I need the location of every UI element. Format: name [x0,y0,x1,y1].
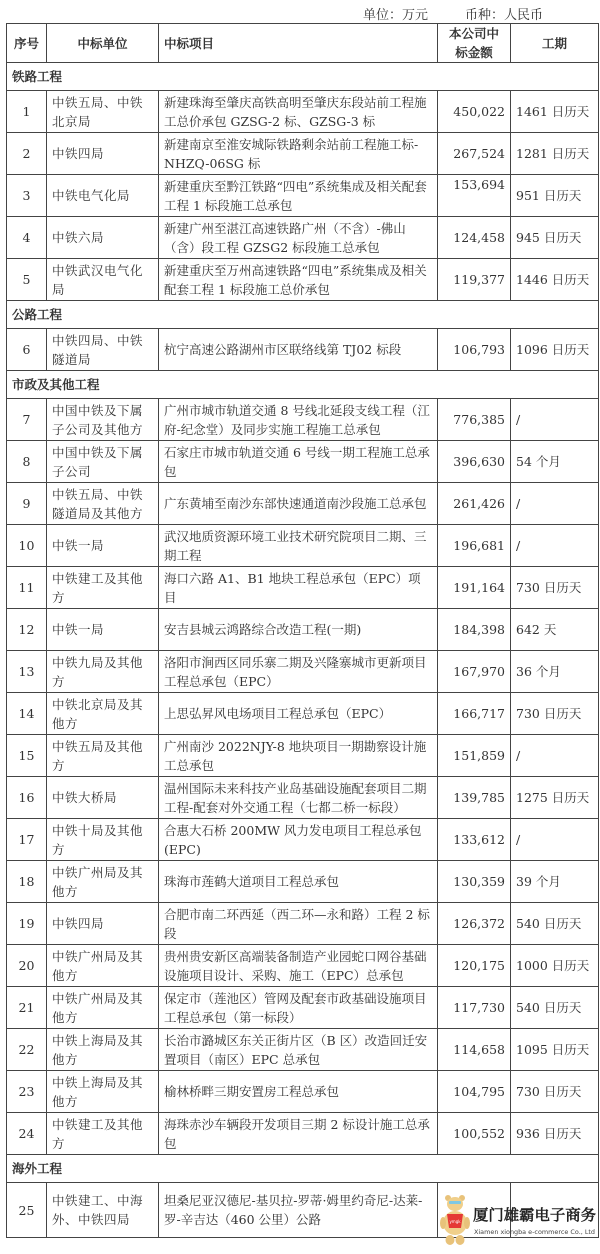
cell-period: 730 日历天 [511,567,599,609]
cell-amount: 106,793 [438,329,511,371]
table-row [7,399,599,441]
cell-project: 上思弘昇风电场项目工程总承包（EPC） [159,693,438,735]
cell-no: 2 [7,133,47,175]
cell-period: / [511,483,599,525]
watermark-company-cn: 厦门雄霸电子商务 [473,1206,596,1224]
cell-winner: 中铁广州局及其他方 [47,861,159,903]
cell-no: 7 [7,399,47,441]
bid-table [6,23,599,1238]
cell-amount: 450,022 [438,91,511,133]
cell-winner: 中铁北京局及其他方 [47,693,159,735]
cell-project: 珠海市莲鹤大道项目工程总承包 [159,861,438,903]
bear-mascot-icon [440,1195,470,1245]
cell-period: / [511,399,599,441]
cell-amount: 117,730 [438,987,511,1029]
cell-period: 642 天 [511,609,599,651]
cell-no: 18 [7,861,47,903]
cell-project: 石家庄市城市轨道交通 6 号线一期工程施工总承包 [159,441,438,483]
cell-period: 936 日历天 [511,1113,599,1155]
cell-period: 1096 日历天 [511,329,599,371]
header-no: 序号 [7,24,47,63]
cell-no: 5 [7,259,47,301]
table-row [7,903,599,945]
table-row [7,441,599,483]
cell-no: 13 [7,651,47,693]
cell-period: 1461 日历天 [511,91,599,133]
header-period: 工期 [511,24,599,63]
cell-amount: 124,458 [438,217,511,259]
cell-project: 新建广州至湛江高速铁路广州（不含）-佛山（含）段工程 GZSG2 标段施工总承包 [159,217,438,259]
cell-winner: 中铁四局 [47,903,159,945]
cell-winner: 中铁九局及其他方 [47,651,159,693]
currency-label: 币种：人民币 [465,8,544,23]
cell-project: 广州南沙 2022NJY-8 地块项目一期勘察设计施工总承包 [159,735,438,777]
table-row [7,777,599,819]
cell-period: 730 日历天 [511,1071,599,1113]
cell-period: 1095 日历天 [511,1029,599,1071]
watermark [440,1192,598,1252]
cell-no: 8 [7,441,47,483]
cell-project: 海口六路 A1、B1 地块工程总承包（EPC）项目 [159,567,438,609]
cell-amount: 139,785 [438,777,511,819]
cell-no: 3 [7,175,47,217]
cell-winner: 中铁五局及其他方 [47,735,159,777]
table-row [7,133,599,175]
table-row [7,329,599,371]
header-amount: 本公司中标金额 [438,24,511,63]
cell-winner: 中铁一局 [47,525,159,567]
cell-amount: 267,524 [438,133,511,175]
cell-amount: 151,859 [438,735,511,777]
cell-project: 长治市潞城区东关正街片区（B 区）改造回迁安置项目（南区）EPC 总承包 [159,1029,438,1071]
cell-winner: 中铁广州局及其他方 [47,945,159,987]
cell-no: 20 [7,945,47,987]
table-row [7,567,599,609]
cell-winner: 中国中铁及下属子公司 [47,441,159,483]
cell-winner: 中铁电气化局 [47,175,159,217]
cell-project: 安吉县城云鸿路综合改造工程(一期) [159,609,438,651]
cell-project: 榆林桥畔三期安置房工程总承包 [159,1071,438,1113]
table-row [7,693,599,735]
cell-period: 1281 日历天 [511,133,599,175]
mascot-shirt-text: ymgk [449,1219,461,1224]
cell-no: 19 [7,903,47,945]
unit-label: 单位：万元 [363,8,429,23]
cell-no: 25 [7,1183,47,1238]
table-row [7,1029,599,1071]
cell-no: 16 [7,777,47,819]
watermark-logo-icon [440,1192,598,1252]
table-row [7,91,599,133]
cell-no: 11 [7,567,47,609]
table-row [7,217,599,259]
cell-project: 合惠大石桥 200MW 风力发电项目工程总承包(EPC) [159,819,438,861]
cell-period: 1446 日历天 [511,259,599,301]
cell-project: 温州国际未来科技产业岛基础设施配套项目二期工程-配套对外交通工程（七都二桥一标段） [159,777,438,819]
cell-period: 36 个月 [511,651,599,693]
cell-winner: 中铁四局、中铁隧道局 [47,329,159,371]
section-title: 海外工程 [7,1155,599,1183]
cell-amount: 184,398 [438,609,511,651]
cell-project: 广州市城市轨道交通 8 号线北延段支线工程（江府-纪念堂）及同步实施工程施工总承包 [159,399,438,441]
cell-no: 24 [7,1113,47,1155]
table-row [7,175,599,217]
cell-amount: 130,359 [438,861,511,903]
section-row [7,63,599,91]
cell-project: 贵州贵安新区高端装备制造产业园蛇口网谷基础设施项目设计、采购、施工（EPC）总承包 [159,945,438,987]
cell-period: 951 日历天 [511,175,599,217]
cell-amount: 196,681 [438,525,511,567]
table-row [7,651,599,693]
cell-no: 17 [7,819,47,861]
cell-project: 合肥市南二环西延（西二环—永和路）工程 2 标段 [159,903,438,945]
section-row [7,301,599,329]
header-winner: 中标单位 [47,24,159,63]
table-row [7,735,599,777]
cell-no: 9 [7,483,47,525]
table-row [7,259,599,301]
cell-amount: 104,795 [438,1071,511,1113]
cell-amount: 133,612 [438,819,511,861]
cell-project: 新建南京至淮安城际铁路剩余站前工程施工标-NHZQ-06SG 标 [159,133,438,175]
cell-project: 新建重庆至黔江铁路“四电”系统集成及相关配套工程 1 标段施工总承包 [159,175,438,217]
cell-winner: 中铁建工、中海外、中铁四局 [47,1183,159,1238]
cell-period: 730 日历天 [511,693,599,735]
cell-period: 945 日历天 [511,217,599,259]
cell-amount: 114,658 [438,1029,511,1071]
cell-winner: 中铁上海局及其他方 [47,1071,159,1113]
cell-project: 杭宁高速公路湖州市区联络线第 TJ02 标段 [159,329,438,371]
cell-winner: 中铁五局、中铁北京局 [47,91,159,133]
table-header [7,24,599,63]
cell-winner: 中铁建工及其他方 [47,567,159,609]
table-row [7,945,599,987]
table-row [7,1071,599,1113]
cell-amount: 100,552 [438,1113,511,1155]
cell-period: 54 个月 [511,441,599,483]
cell-amount: 126,372 [438,903,511,945]
cell-amount: 166,717 [438,693,511,735]
cell-project: 保定市（莲池区）管网及配套市政基础设施项目工程总承包（第一标段） [159,987,438,1029]
cell-no: 15 [7,735,47,777]
cell-winner: 中铁武汉电气化局 [47,259,159,301]
section-row [7,1155,599,1183]
cell-amount: 191,164 [438,567,511,609]
cell-project: 海珠赤沙车辆段开发项目三期 2 标设计施工总承包 [159,1113,438,1155]
cell-amount: 776,385 [438,399,511,441]
watermark-company-en: Xiamen xiongba e-commerce Co., Ltd [474,1228,595,1236]
cell-no: 22 [7,1029,47,1071]
cell-amount: 119,377 [438,259,511,301]
cell-period: 1275 日历天 [511,777,599,819]
section-title: 市政及其他工程 [7,371,599,399]
cell-project: 新建重庆至万州高速铁路“四电”系统集成及相关配套工程 1 标段施工总价承包 [159,259,438,301]
table-row [7,525,599,567]
table-row [7,1113,599,1155]
cell-winner: 中国中铁及下属子公司及其他方 [47,399,159,441]
table-row [7,819,599,861]
cell-period: 39 个月 [511,861,599,903]
cell-winner: 中铁四局 [47,133,159,175]
cell-no: 1 [7,91,47,133]
cell-period: 1000 日历天 [511,945,599,987]
cell-winner: 中铁上海局及其他方 [47,1029,159,1071]
cell-winner: 中铁大桥局 [47,777,159,819]
cell-amount: 167,970 [438,651,511,693]
cell-project: 洛阳市涧西区同乐寨二期及兴隆寨城市更新项目工程总承包（EPC） [159,651,438,693]
cell-period: / [511,735,599,777]
cell-no: 4 [7,217,47,259]
table-row [7,987,599,1029]
section-title: 公路工程 [7,301,599,329]
cell-no: 14 [7,693,47,735]
cell-amount: 120,175 [438,945,511,987]
cell-period: 540 日历天 [511,987,599,1029]
cell-project: 武汉地质资源环境工业技术研究院项目二期、三期工程 [159,525,438,567]
cell-winner: 中铁五局、中铁隧道局及其他方 [47,483,159,525]
cell-winner: 中铁六局 [47,217,159,259]
table-row [7,609,599,651]
section-row [7,371,599,399]
unit-note [0,4,600,22]
cell-period: / [511,819,599,861]
header-project: 中标项目 [159,24,438,63]
cell-project: 广东黄埔至南沙东部快速通道南沙段施工总承包 [159,483,438,525]
table-row [7,483,599,525]
cell-no: 23 [7,1071,47,1113]
cell-no: 21 [7,987,47,1029]
cell-no: 12 [7,609,47,651]
cell-winner: 中铁一局 [47,609,159,651]
table-row [7,861,599,903]
cell-winner: 中铁十局及其他方 [47,819,159,861]
cell-amount: 153,694 [438,175,511,217]
cell-project: 新建珠海至肇庆高铁高明至肇庆东段站前工程施工总价承包 GZSG-2 标、GZSG-3 标 [159,91,438,133]
cell-period: / [511,525,599,567]
cell-winner: 中铁建工及其他方 [47,1113,159,1155]
cell-period: 540 日历天 [511,903,599,945]
cell-winner: 中铁广州局及其他方 [47,987,159,1029]
cell-amount: 396,630 [438,441,511,483]
cell-no: 10 [7,525,47,567]
section-title: 铁路工程 [7,63,599,91]
cell-amount: 261,426 [438,483,511,525]
cell-no: 6 [7,329,47,371]
cell-project: 坦桑尼亚汉德尼-基贝拉-罗蒂·姆里约奇尼-达莱-罗-辛吉达（460 公里）公路 [159,1183,438,1238]
